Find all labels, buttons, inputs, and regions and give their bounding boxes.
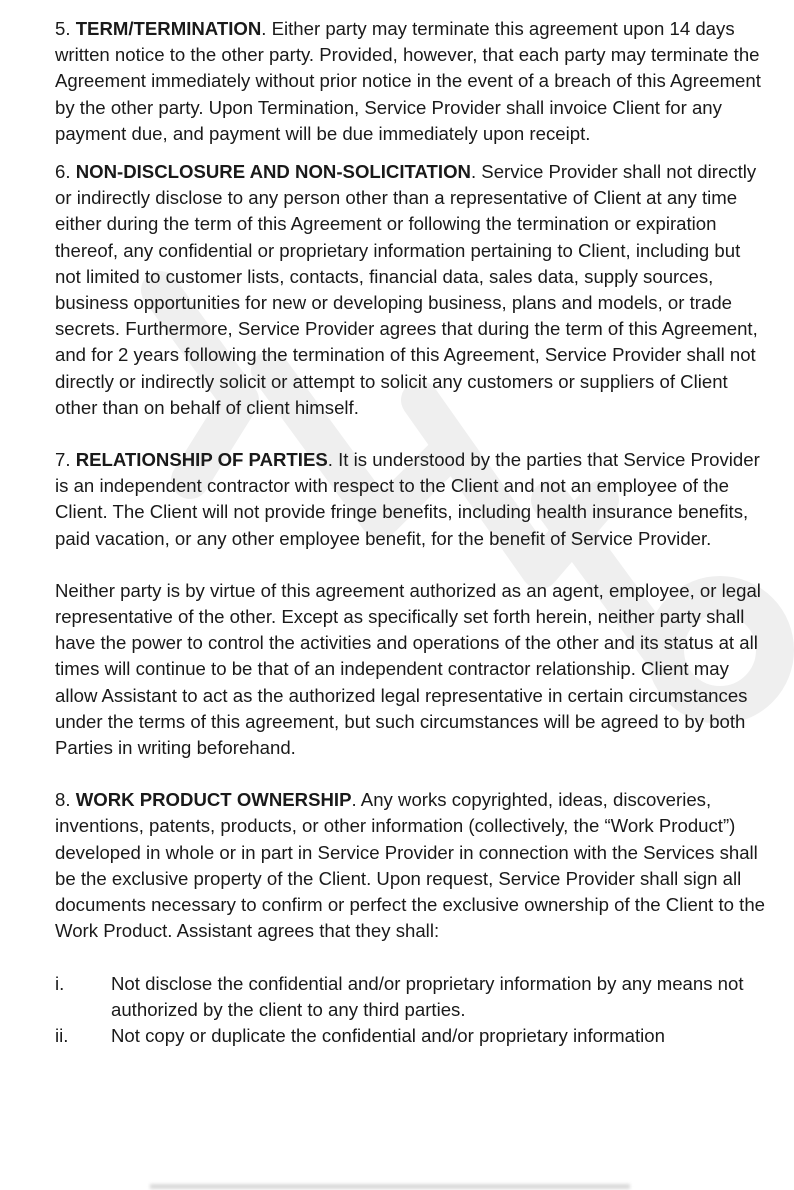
section-6-title: NON-DISCLOSURE AND NON-SOLICITATION: [75, 161, 471, 183]
list-item-marker: ii.: [55, 1024, 69, 1046]
section-8: [55, 787, 767, 944]
list-item: [55, 971, 767, 1023]
section-7: [55, 447, 767, 552]
document-page: [55, 16, 767, 1049]
section-6-number: 6.: [55, 161, 71, 183]
footer-blurred-text: [150, 1184, 630, 1189]
section-6: [55, 159, 767, 421]
section-8-title: WORK PRODUCT OWNERSHIP: [75, 789, 352, 811]
section-6-body: . Service Provider shall not directly or indirectly disclose to any person other than a representative of Client at any time either during the term of this Agreement or following the termination or expiration thereof, any confidential or proprietary information pertaining to Client, including but not limited to customer lists, contacts, financial data, sales data, supply sources, business opportunities for new or developing business, plans and models, or trade secrets. Furthermore, Service Provider agrees that during the term of this Agreement, and for 2 years following the termination of this Agreement, Service Provider shall not directly or indirectly solicit or attempt to solicit any customers or suppliers of Client other than on behalf of client himself.: [55, 161, 758, 418]
section-5: [55, 16, 767, 147]
section-7-body: . It is understood by the parties that Service Provider is an independent contractor with respect to the Client and not an employee of the Client. The Client will not provide fringe benefits, including health insurance benefits, paid vacation, or any other employee benefit, for the benefit of Service Provider.: [55, 449, 760, 549]
section-5-body: . Either party may terminate this agreement upon 14 days written notice to the other party. Provided, however, that each party may terminate the Agreement immediately without prior notice in the event of a breach of this Agreement by the other party. Upon Termination, Service Provider shall invoice Client for any payment due, and payment will be due immediately upon receipt.: [55, 18, 761, 144]
list-item: [55, 1023, 767, 1049]
list-item-text: Not disclose the confidential and/or proprietary information by any means not authorized by the client to any third parties.: [111, 972, 744, 1020]
section-8-body: . Any works copyrighted, ideas, discoveries, inventions, patents, products, or other information (collectively, the “Work Product”) developed in whole or in part in Service Provider in connection with the Services shall be the exclusive property of the Client. Upon request, Service Provider shall sign all documents necessary to confirm or perfect the exclusive ownership of the Client to the Work Product. Assistant agrees that they shall:: [55, 789, 766, 942]
section-7-number: 7.: [55, 449, 71, 471]
section-8-number: 8.: [55, 789, 71, 811]
list-item-marker: i.: [55, 972, 65, 994]
section-5-number: 5.: [55, 18, 71, 39]
work-product-list: [55, 971, 767, 1050]
section-5-title: TERM/TERMINATION: [75, 18, 262, 39]
section-7-paragraph-2: Neither party is by virtue of this agreement authorized as an agent, employee, or legal representative of the other. Except as specifically set forth herein, neither party shall have the power to control the activities and operations of the other and its status at all times will continue to be that of an independent contractor relationship. Client may allow Assistant to act as the authorized legal representative in certain circumstances under the terms of this agreement, but such circumstances will be agreed to by both Parties in writing beforehand.: [55, 579, 761, 759]
section-7-title: RELATIONSHIP OF PARTIES: [75, 449, 328, 471]
list-item-text: Not copy or duplicate the confidential and/or proprietary information: [111, 1024, 665, 1046]
